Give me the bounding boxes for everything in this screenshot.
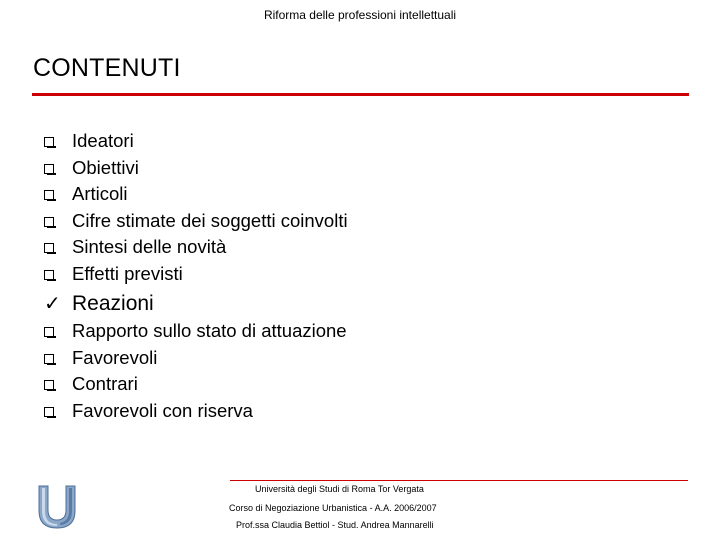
slide-title: CONTENUTI [33, 54, 181, 82]
footer-authors: Prof.ssa Claudia Bettiol - Stud. Andrea Mannarelli [236, 520, 434, 530]
footer-university: Università degli Studi di Roma Tor Vergata [255, 484, 424, 494]
checkbox-bullet-icon [44, 243, 54, 253]
checkbox-bullet-icon [44, 354, 54, 364]
university-logo [36, 484, 78, 530]
checkbox-bullet-icon [44, 407, 54, 417]
checkbox-bullet-icon [44, 327, 54, 337]
checkbox-bullet-icon [44, 217, 54, 227]
highlighted-item-label: Reazioni [72, 292, 154, 315]
slide-header: Riforma delle professioni intellettuali [263, 8, 457, 22]
footer-course: Corso di Negoziazione Urbanistica - A.A. 2006/2007 [229, 503, 437, 513]
checkbox-bullet-icon [44, 137, 54, 147]
footer-divider [230, 480, 688, 481]
checkbox-bullet-icon [44, 190, 54, 200]
title-underline [32, 93, 689, 96]
checkbox-bullet-icon [44, 164, 54, 174]
checkbox-bullet-icon [44, 270, 54, 280]
checkmark-icon: ✓ [44, 293, 61, 315]
checkbox-bullet-icon [44, 380, 54, 390]
